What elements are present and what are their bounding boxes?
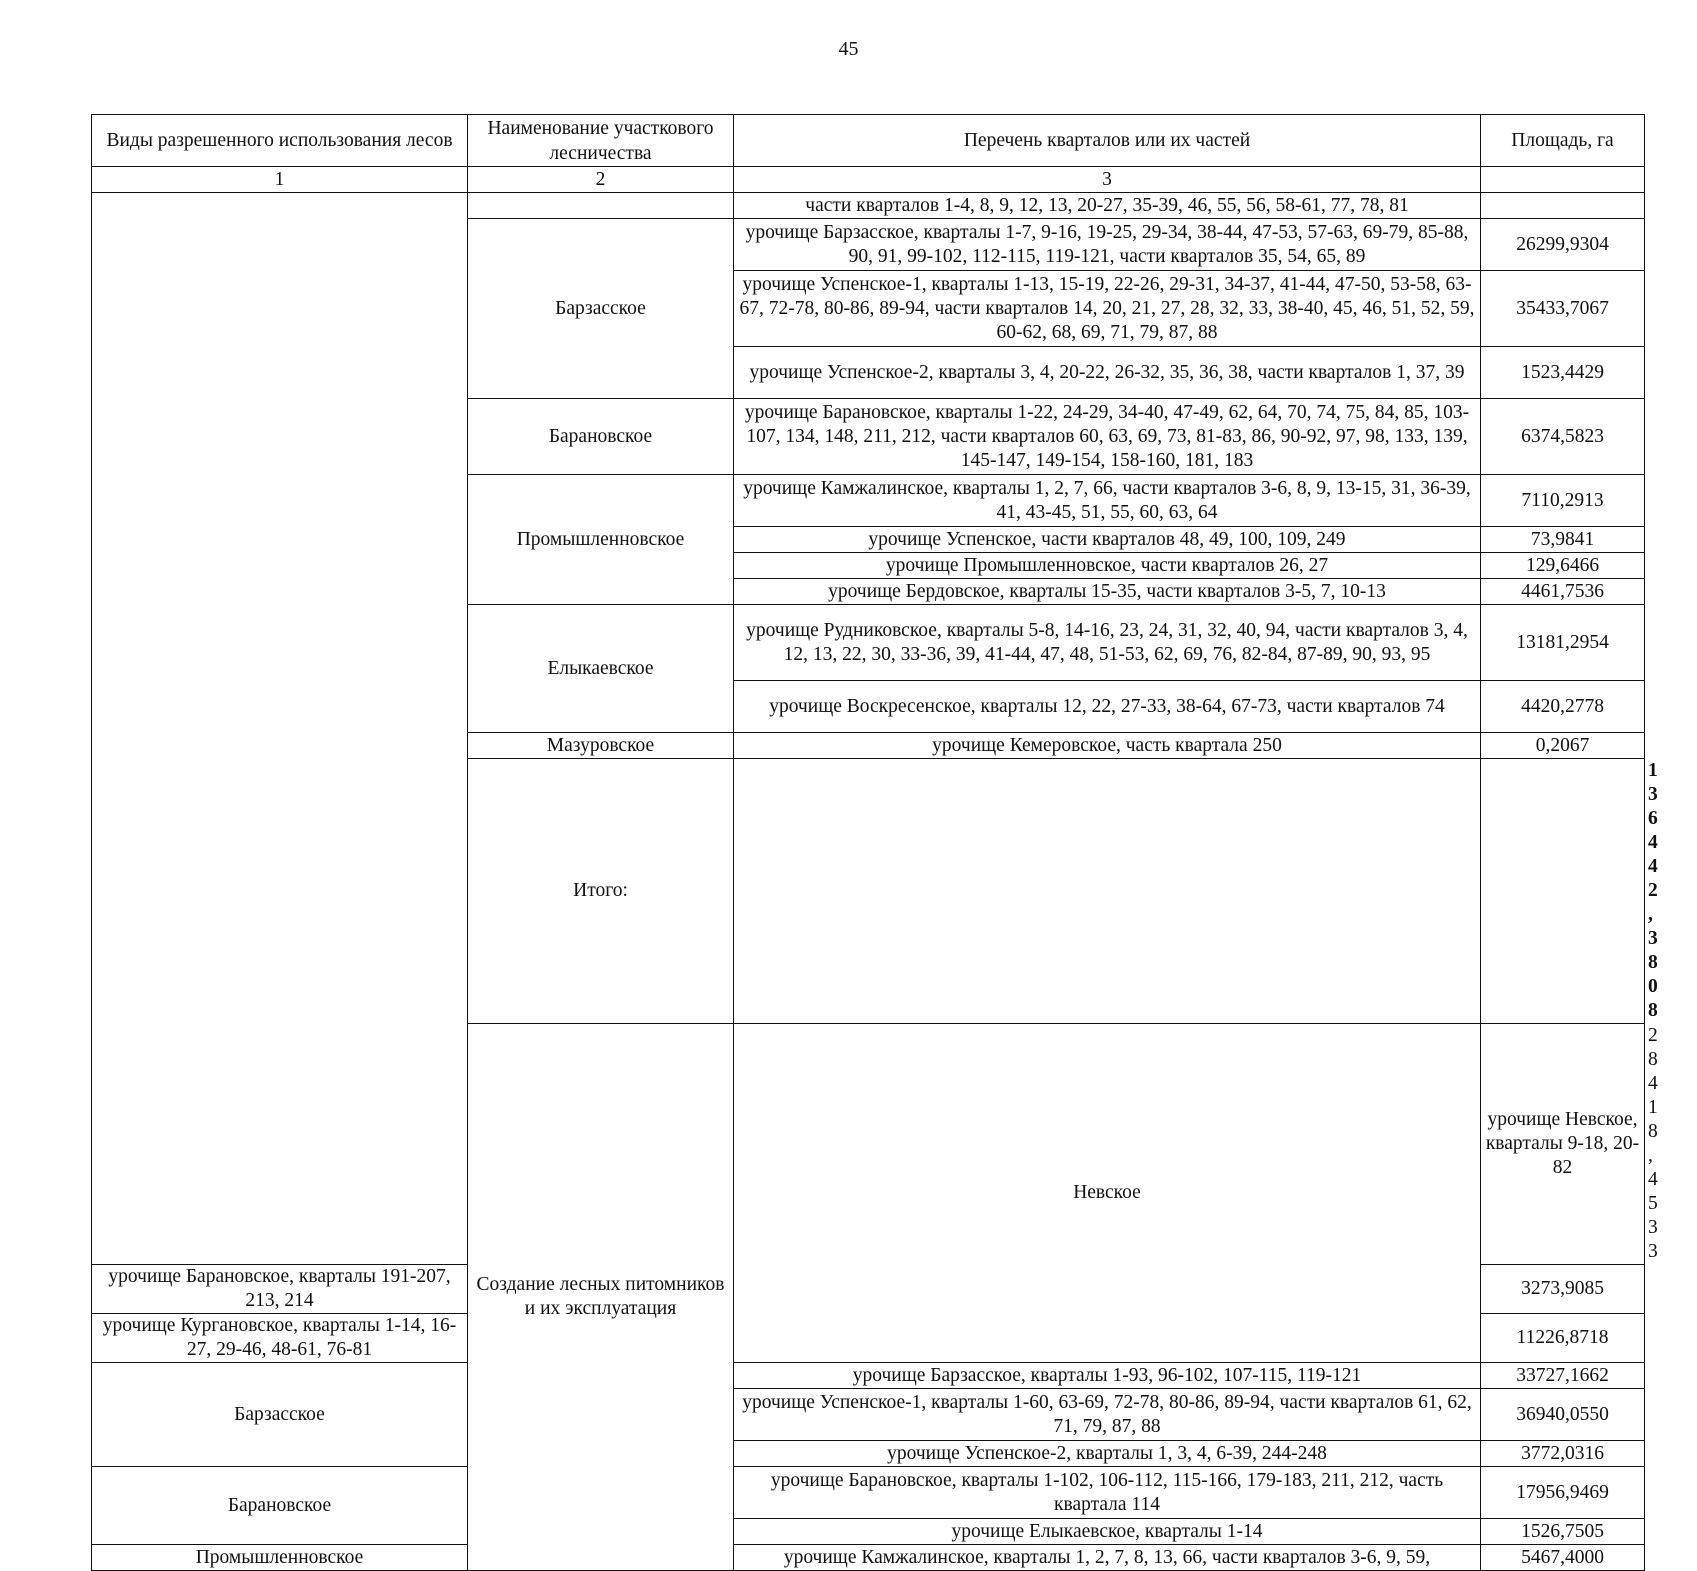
total-label: Итого: <box>468 759 734 1024</box>
table-row <box>92 1363 1645 1389</box>
column-number: 3 <box>734 167 1481 193</box>
use-type-cell: Создание лесных питомников и их эксплуатация <box>468 1024 734 1571</box>
quarters-cell: урочище Бердовское, кварталы 15-35, части кварталов 3-5, 7, 10-13 <box>734 579 1481 605</box>
table-row <box>92 193 1645 219</box>
area-cell: 6374,5823 <box>1481 399 1645 475</box>
quarters-cell: урочище Невское, кварталы 9-18, 20-82 <box>1481 1024 1645 1265</box>
use-type-cell <box>92 193 468 1265</box>
area-cell: 129,6466 <box>1481 553 1645 579</box>
area-cell: 4461,7536 <box>1481 579 1645 605</box>
column-number: 1 <box>92 167 468 193</box>
header-forestry-name: Наименование участкового лесничества <box>468 115 734 167</box>
quarters-cell: урочище Успенское-1, кварталы 1-13, 15-19, 22-26, 29-31, 34-37, 41-44, 47-50, 53-58, 63-67, 72-78, 80-86, 89-94, части кварталов 14, 20, 21, 27, 28, 32, 33, 38-40, 45, 46, 51, 52, 59, 60-62, 68, 69, 71, 79, 87, 88 <box>734 271 1481 347</box>
area-cell: 0,2067 <box>1481 733 1645 759</box>
area-cell <box>1481 193 1645 219</box>
forestry-cell: Невское <box>734 1024 1481 1363</box>
area-cell: 3273,9085 <box>1481 1265 1645 1314</box>
quarters-cell: урочище Барановское, кварталы 1-102, 106-112, 115-166, 179-183, 211, 212, часть квартала 114 <box>734 1467 1481 1519</box>
quarters-cell: урочище Барзасское, кварталы 1-93, 96-102, 107-115, 119-121 <box>734 1363 1481 1389</box>
quarters-cell: урочище Промышленновское, части кварталов 26, 27 <box>734 553 1481 579</box>
area-cell: 1523,4429 <box>1481 347 1645 399</box>
area-cell: 73,9841 <box>1481 527 1645 553</box>
quarters-cell: урочище Успенское-2, кварталы 3, 4, 20-22, 26-32, 35, 36, 38, части кварталов 1, 37, 39 <box>734 347 1481 399</box>
quarters-cell: урочище Успенское-2, кварталы 1, 3, 4, 6-39, 244-248 <box>734 1441 1481 1467</box>
quarters-cell: урочище Кургановское, кварталы 1-14, 16-27, 29-46, 48-61, 76-81 <box>92 1314 468 1363</box>
area-cell: 17956,9469 <box>1481 1467 1645 1519</box>
quarters-cell: урочище Барзасское, кварталы 1-7, 9-16, 19-25, 29-34, 38-44, 47-53, 57-63, 69-79, 85-88, 90, 91, 99-102, 112-115, 119-121, части кварталов 35, 54, 65, 89 <box>734 219 1481 271</box>
forestry-cell: Промышленновское <box>92 1545 468 1571</box>
area-cell: 5467,4000 <box>1481 1545 1645 1571</box>
forestry-cell: Мазуровское <box>468 733 734 759</box>
quarters-cell: части кварталов 1-4, 8, 9, 12, 13, 20-27, 35-39, 46, 55, 56, 58-61, 77, 78, 81 <box>734 193 1481 219</box>
area-cell: 33727,1662 <box>1481 1363 1645 1389</box>
header-area: Площадь, га <box>1481 115 1645 167</box>
area-cell: 7110,2913 <box>1481 475 1645 527</box>
quarters-cell: урочище Елыкаевское, кварталы 1-14 <box>734 1519 1481 1545</box>
quarters-cell: урочище Камжалинское, кварталы 1, 2, 7, 66, части кварталов 3-6, 8, 9, 13-15, 31, 36-39, 41, 43-45, 51, 55, 60, 63, 64 <box>734 475 1481 527</box>
forestry-cell: Барановское <box>92 1467 468 1545</box>
total-row: Итого: 136442,3808 <box>92 759 1645 1024</box>
area-cell: 3772,0316 <box>1481 1441 1645 1467</box>
area-cell: 13181,2954 <box>1481 605 1645 681</box>
column-number <box>1481 167 1645 193</box>
forest-use-table <box>91 114 1658 1571</box>
table-header-row <box>92 115 1645 167</box>
quarters-cell: урочище Барановское, кварталы 1-22, 24-29, 34-40, 47-49, 62, 64, 70, 74, 75, 84, 85, 103-107, 134, 148, 211, 212, части кварталов 60, 63, 69, 73, 81-83, 86, 90-92, 97, 98, 133, 139, 145-147, 149-154, 158-160, 181, 183 <box>734 399 1481 475</box>
area-cell: 11226,8718 <box>1481 1314 1645 1363</box>
forestry-cell <box>734 759 1481 1024</box>
area-cell: 1526,7505 <box>1481 1519 1645 1545</box>
header-use-type: Виды разрешенного использования лесов <box>92 115 468 167</box>
area-cell: 36940,0550 <box>1481 1389 1645 1441</box>
page-number: 45 <box>838 38 859 60</box>
quarters-cell <box>1481 759 1645 1024</box>
table-row <box>92 1467 1645 1519</box>
table-row <box>92 1545 1645 1571</box>
forestry-cell: Елыкаевское <box>468 605 734 733</box>
forestry-cell: Барзасское <box>92 1363 468 1467</box>
area-cell: 26299,9304 <box>1481 219 1645 271</box>
forestry-cell: Барзасское <box>468 219 734 399</box>
table-row: Создание лесных питомников и их эксплуатация Невское урочище Невское, кварталы 9-18, 20-82 28418,4533 <box>92 1024 1645 1265</box>
column-number: 2 <box>468 167 734 193</box>
quarters-cell: урочище Камжалинское, кварталы 1, 2, 7, 8, 13, 66, части кварталов 3-6, 9, 59, <box>734 1545 1481 1571</box>
forestry-cell <box>468 193 734 219</box>
forestry-cell: Барановское <box>468 399 734 475</box>
quarters-cell: урочище Воскресенское, кварталы 12, 22, 27-33, 38-64, 67-73, части кварталов 74 <box>734 681 1481 733</box>
quarters-cell: урочище Успенское-1, кварталы 1-60, 63-69, 72-78, 80-86, 89-94, части кварталов 61, 62, 71, 79, 87, 88 <box>734 1389 1481 1441</box>
quarters-cell: урочище Рудниковское, кварталы 5-8, 14-16, 23, 24, 31, 32, 40, 94, части кварталов 3, 4, 12, 13, 22, 30, 33-36, 39, 41-44, 47, 48, 51-53, 62, 69, 76, 82-84, 87-89, 90, 93, 95 <box>734 605 1481 681</box>
header-quarters-list: Перечень кварталов или их частей <box>734 115 1481 167</box>
area-cell: 4420,2778 <box>1481 681 1645 733</box>
area-cell: 35433,7067 <box>1481 271 1645 347</box>
quarters-cell: урочище Барановское, кварталы 191-207, 213, 214 <box>92 1265 468 1314</box>
forestry-cell: Промышленновское <box>468 475 734 605</box>
quarters-cell: урочище Успенское, части кварталов 48, 49, 100, 109, 249 <box>734 527 1481 553</box>
quarters-cell: урочище Кемеровское, часть квартала 250 <box>734 733 1481 759</box>
column-number-row <box>92 167 1645 193</box>
